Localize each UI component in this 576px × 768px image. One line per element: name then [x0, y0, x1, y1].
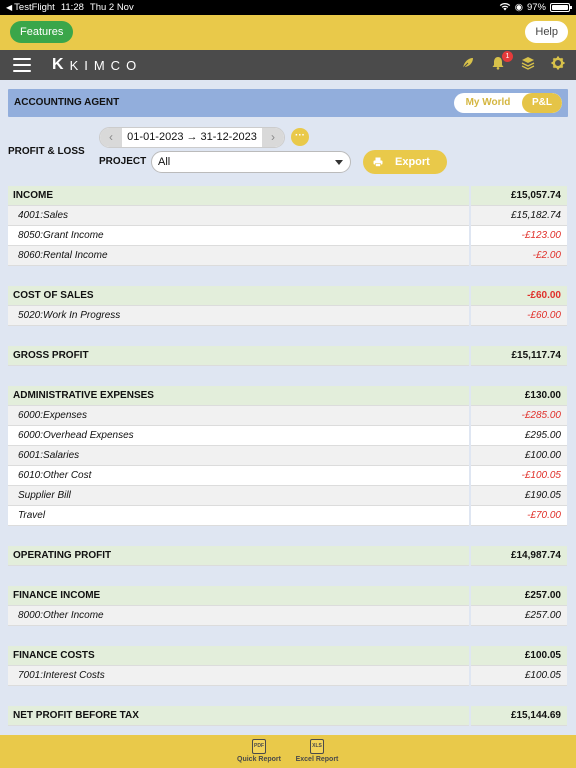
- section-total: £14,987.74: [471, 546, 567, 566]
- tab-my-world[interactable]: My World: [465, 97, 511, 108]
- export-button[interactable]: [363, 150, 447, 174]
- account-name: 6000:Expenses: [8, 406, 469, 426]
- section-total: £15,057.74: [471, 186, 567, 206]
- table-row[interactable]: [8, 666, 567, 686]
- section-header: [8, 586, 567, 606]
- table-row[interactable]: [8, 246, 567, 266]
- account-value: -£100.05: [471, 466, 567, 486]
- table-row[interactable]: [8, 206, 567, 226]
- account-name: 6001:Salaries: [8, 446, 469, 466]
- account-name: 8060:Rental Income: [8, 246, 469, 266]
- printer-icon: [373, 150, 383, 177]
- account-value: £100.05: [471, 666, 567, 686]
- account-name: 8050:Grant Income: [8, 226, 469, 246]
- status-app-name[interactable]: TestFlight: [14, 2, 55, 13]
- table-row[interactable]: [8, 226, 567, 246]
- section-header: [8, 186, 567, 206]
- project-select-value: All: [158, 156, 171, 168]
- agent-header: [8, 89, 568, 117]
- battery-percent: 97%: [526, 2, 546, 13]
- features-button[interactable]: Features: [10, 21, 73, 43]
- section-header: [8, 546, 567, 566]
- table-row[interactable]: [8, 606, 567, 626]
- section-label: COST OF SALES: [8, 286, 469, 306]
- section-label: GROSS PROFIT: [8, 346, 469, 366]
- section-total: £130.00: [471, 386, 567, 406]
- section-total: -£60.00: [471, 286, 567, 306]
- next-period-button[interactable]: ›: [262, 128, 284, 147]
- status-date: Thu 2 Nov: [89, 2, 134, 13]
- section-total: £15,117.74: [471, 346, 567, 366]
- excel-report-button[interactable]: [292, 739, 342, 763]
- top-bar: [0, 15, 576, 50]
- account-name: 6000:Overhead Expenses: [8, 426, 469, 446]
- chevron-down-icon: [335, 160, 343, 165]
- pdf-file-icon: PDF: [252, 739, 266, 754]
- project-select[interactable]: [151, 151, 351, 173]
- tab-pl[interactable]: P&L: [522, 93, 562, 113]
- notification-badge: 1: [502, 51, 513, 62]
- xls-file-icon: XLS: [310, 739, 324, 754]
- section-label: OPERATING PROFIT: [8, 546, 469, 566]
- excel-report-label: Excel Report: [295, 756, 339, 763]
- account-name: Supplier Bill: [8, 486, 469, 506]
- table-row[interactable]: [8, 506, 567, 526]
- section-total: £15,144.69: [471, 706, 567, 726]
- back-arrow-icon[interactable]: ◀: [6, 3, 13, 12]
- account-name: 7001:Interest Costs: [8, 666, 469, 686]
- section-label: FINANCE COSTS: [8, 646, 469, 666]
- account-value: -£60.00: [471, 306, 567, 326]
- pl-report: [8, 186, 567, 726]
- help-button[interactable]: Help: [525, 21, 568, 43]
- quick-report-button[interactable]: [234, 739, 284, 763]
- view-toggle: [454, 93, 562, 113]
- table-row[interactable]: [8, 446, 567, 466]
- date-range-value[interactable]: 01-01-2023 → 31-12-2023: [127, 131, 257, 143]
- account-value: £190.05: [471, 486, 567, 506]
- table-row[interactable]: [8, 426, 567, 446]
- menu-icon[interactable]: [13, 58, 31, 72]
- account-name: Travel: [8, 506, 469, 526]
- battery-icon: [550, 3, 570, 12]
- section-total: £100.05: [471, 646, 567, 666]
- status-time: 11:28: [60, 2, 84, 13]
- section-total: £257.00: [471, 586, 567, 606]
- gear-icon[interactable]: [550, 56, 566, 72]
- more-options-icon[interactable]: ···: [291, 128, 309, 146]
- section-header: [8, 646, 567, 666]
- account-value: -£123.00: [471, 226, 567, 246]
- account-value: -£285.00: [471, 406, 567, 426]
- export-label: Export: [395, 156, 430, 168]
- account-name: 4001:Sales: [8, 206, 469, 226]
- section-label: INCOME: [8, 186, 469, 206]
- wifi-icon: [499, 2, 511, 14]
- quick-report-label: Quick Report: [237, 756, 281, 763]
- agent-title: ACCOUNTING AGENT: [14, 97, 120, 108]
- bottom-toolbar: [0, 735, 576, 768]
- table-row[interactable]: [8, 306, 567, 326]
- section-header: [8, 346, 567, 366]
- report-title: PROFIT & LOSS: [8, 146, 85, 157]
- section-header: [8, 706, 567, 726]
- section-header: [8, 286, 567, 306]
- status-bar: [0, 0, 576, 15]
- table-row[interactable]: [8, 486, 567, 506]
- date-range-picker[interactable]: [99, 127, 285, 148]
- account-value: -£2.00: [471, 246, 567, 266]
- table-row[interactable]: [8, 406, 567, 426]
- account-name: 5020:Work In Progress: [8, 306, 469, 326]
- account-value: £257.00: [471, 606, 567, 626]
- section-label: FINANCE INCOME: [8, 586, 469, 606]
- account-name: 6010:Other Cost: [8, 466, 469, 486]
- account-value: £295.00: [471, 426, 567, 446]
- prev-period-button[interactable]: ‹: [100, 128, 122, 147]
- project-label: PROJECT: [99, 156, 147, 167]
- account-value: -£70.00: [471, 506, 567, 526]
- layers-icon[interactable]: [520, 56, 536, 72]
- bell-icon[interactable]: [490, 53, 510, 72]
- kimco-logo: K KIMCO: [52, 56, 143, 73]
- account-value: £100.00: [471, 446, 567, 466]
- location-icon: ◉: [514, 2, 523, 13]
- leaf-icon[interactable]: [460, 56, 476, 72]
- table-row[interactable]: [8, 466, 567, 486]
- section-label: ADMINISTRATIVE EXPENSES: [8, 386, 469, 406]
- account-name: 8000:Other Income: [8, 606, 469, 626]
- section-header: [8, 386, 567, 406]
- section-label: NET PROFIT BEFORE TAX: [8, 706, 469, 726]
- main-navbar: [0, 50, 576, 80]
- account-value: £15,182.74: [471, 206, 567, 226]
